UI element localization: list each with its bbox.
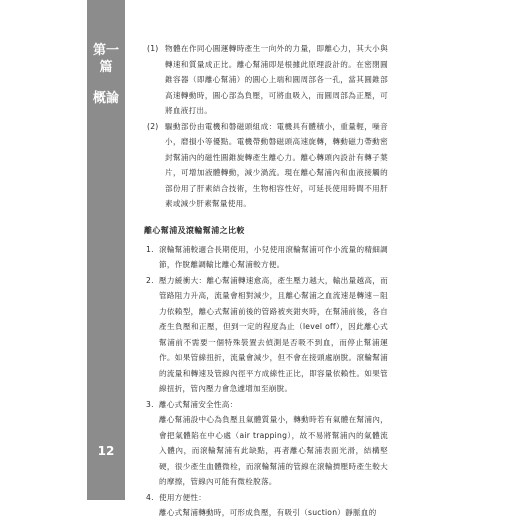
page-content [145, 41, 388, 521]
list-item [145, 273, 388, 397]
list-item [145, 397, 388, 490]
item-text: 物體在作同心圓運轉時產生一向外的力量，即離心力，其大小與轉速和質量成正比。離心幫浦即是根據此原理設計的。在密閉圓錐容器（即離心幫浦）的圓心上端和圓周部各一孔，當其圓錐部高速轉動時，圓心部為負壓，可將血吸入，而圓周部為正壓，可將血液打出。 [165, 44, 388, 115]
item-marker: 3. [146, 399, 154, 409]
list-item [145, 490, 388, 521]
item-marker: (2) [147, 121, 159, 131]
item-text: 滾輪幫浦較適合長期使用，小兒使用滾輪幫浦可作小流量的精細調節，作脫離調輸比離心幫浦較方便。 [159, 244, 388, 269]
chapter-title: 概論 [92, 91, 119, 106]
item-marker: 4. [146, 492, 154, 502]
list-item [145, 41, 388, 119]
item-text: 壓力緩衝大：離心幫浦轉速愈高，產生壓力越大，輸出量越高，而管路阻力升高，流量會相對減少，且離心幫浦之血流速是轉速－阻力依賴型，離心式幫浦前後的管路被夾鉗夾時，在幫浦前後，各自產生負壓和正壓，但到一定的程度為止（level off），因此離心式幫浦前不需要一個特殊裝置去偵測是否吸不到血，而停止幫浦運作。如果管線扭折，流量會減少，但不會在接頭處崩脫。滾輪幫浦的流量和轉速及管線內徑平方成線性正比，即容量依賴性。如果管線扭折，管內壓力會急遽增加至崩脫。 [159, 275, 388, 393]
item-marker: 2. [146, 275, 154, 285]
item-heading: 離心式幫浦安全性高： [159, 399, 238, 409]
page-number: 12 [97, 444, 115, 458]
item-heading: 使用方便性： [159, 492, 207, 502]
chapter-heading [87, 42, 125, 107]
chapter-side-tab [87, 0, 125, 500]
item-text: 驅動部份由電機和磐磁頭組成：電機具有體積小，重量輕，噪音小，磨損小等優點。電機帶動磐磁頭高速旋轉，轉動磁力帶動密封幫浦內的磁性圓錐旋轉產生離心力。離心轉頭內設計有轉子葉片，可增加液體轉動，減少渦流。現在離心幫浦內和血液接觸的部份用了肝素結合技術，生物相容性好，可延長使用時間不用肝素或減少肝素幫量使用。 [165, 121, 388, 208]
item-marker: (1) [147, 44, 159, 53]
list-item [145, 242, 388, 273]
list-item [145, 119, 388, 212]
section-heading: 離心幫浦及滾輪幫浦之比較 [144, 225, 245, 235]
item-text: 離心式幫浦轉動時，可形成負壓，有吸引（suction）靜脈血的 [159, 508, 377, 517]
chapter-label: 第一篇 [92, 43, 119, 75]
item-text: 離心幫浦設中心為負壓且氣體質量小，轉動時若有氣體在幫浦內，會把氣體陷在中心處（air trapping），故不易將幫浦內的氣體流入體內，而滾輪幫浦有此缺點，再者離心幫浦表面光滑，結構堅硬，很少產生血體微栓，而滾輪幫浦的管線在滾輪擠壓時產生較大的摩擦，管線內可能有微栓脫落。 [159, 415, 388, 486]
item-marker: 1. [146, 244, 154, 254]
